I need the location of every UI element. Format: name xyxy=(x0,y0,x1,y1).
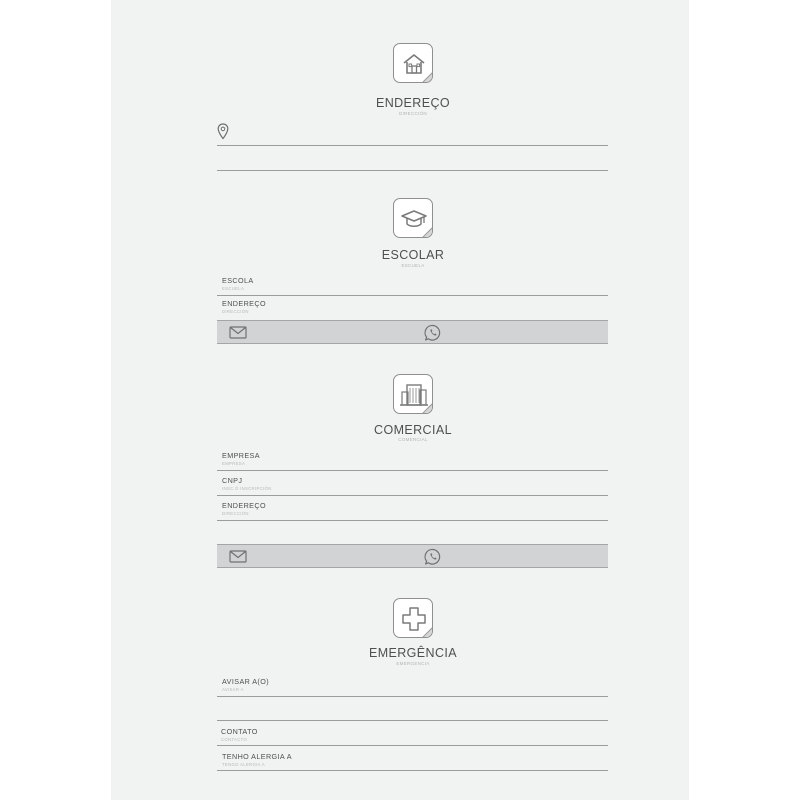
graduation-cap-icon xyxy=(393,198,433,238)
section-subtitle-escolar: ESCUELA xyxy=(401,263,425,268)
address-line-2[interactable] xyxy=(217,170,608,171)
field-label-avisar: AVISAR A(O) xyxy=(222,677,270,686)
section-subtitle-comercial: COMERCIAL xyxy=(398,437,428,442)
field-line-cnpj[interactable] xyxy=(217,495,608,496)
section-subtitle-emergencia: EMERGENCIA xyxy=(396,661,430,666)
house-icon xyxy=(393,43,433,83)
field-line-escola[interactable] xyxy=(217,295,608,296)
section-title-comercial: COMERCIAL xyxy=(374,423,452,437)
field-label-alergia: TENHO ALERGIA A xyxy=(222,752,292,761)
office-building-icon xyxy=(393,374,433,414)
contact-bar-comercial xyxy=(217,544,608,568)
field-sub-empresa: EMPRESA xyxy=(222,461,246,466)
field-label-endereco-comercial: ENDEREÇO xyxy=(222,501,266,510)
contact-bar-escolar xyxy=(217,320,608,344)
location-pin-icon xyxy=(217,123,229,140)
field-line-alergia[interactable] xyxy=(217,770,608,771)
field-label-contato: CONTATO xyxy=(221,727,258,736)
field-label-cnpj: CNPJ xyxy=(222,476,243,485)
whatsapp-icon xyxy=(424,324,442,342)
field-line-endereco-comercial[interactable] xyxy=(217,520,608,521)
section-subtitle-endereco: DIRECCIÓN xyxy=(399,111,427,116)
field-label-empresa: EMPRESA xyxy=(222,451,260,460)
section-title-endereco: ENDEREÇO xyxy=(375,96,451,110)
field-sub-avisar: AVISAR A xyxy=(222,687,244,692)
section-title-escolar: ESCOLAR xyxy=(381,248,445,262)
field-sub-cnpj: INSC.Ó INSCRIPCIÓN xyxy=(222,486,272,491)
medical-cross-icon xyxy=(393,598,433,638)
field-line-avisar[interactable] xyxy=(217,696,608,697)
section-title-emergencia: EMERGÊNCIA xyxy=(368,646,458,660)
field-sub-escola: ESCUELA xyxy=(222,286,245,291)
envelope-icon xyxy=(229,550,247,563)
field-label-endereco-escolar: ENDEREÇO xyxy=(222,299,266,308)
field-line-avisar-2[interactable] xyxy=(217,720,608,721)
field-line-contato[interactable] xyxy=(217,745,608,746)
form-page xyxy=(111,0,689,800)
envelope-icon xyxy=(229,326,247,339)
field-sub-contato: CONTACTO xyxy=(221,737,248,742)
field-sub-endereco-comercial: DIRECCIÓN xyxy=(222,511,249,516)
field-line-empresa[interactable] xyxy=(217,470,608,471)
field-sub-alergia: TENGO ALERGIA A xyxy=(222,762,265,767)
field-label-escola: ESCOLA xyxy=(222,276,254,285)
address-line-1[interactable] xyxy=(217,145,608,146)
field-sub-endereco-escolar: DIRECCIÓN xyxy=(222,309,249,314)
whatsapp-icon xyxy=(424,548,442,566)
